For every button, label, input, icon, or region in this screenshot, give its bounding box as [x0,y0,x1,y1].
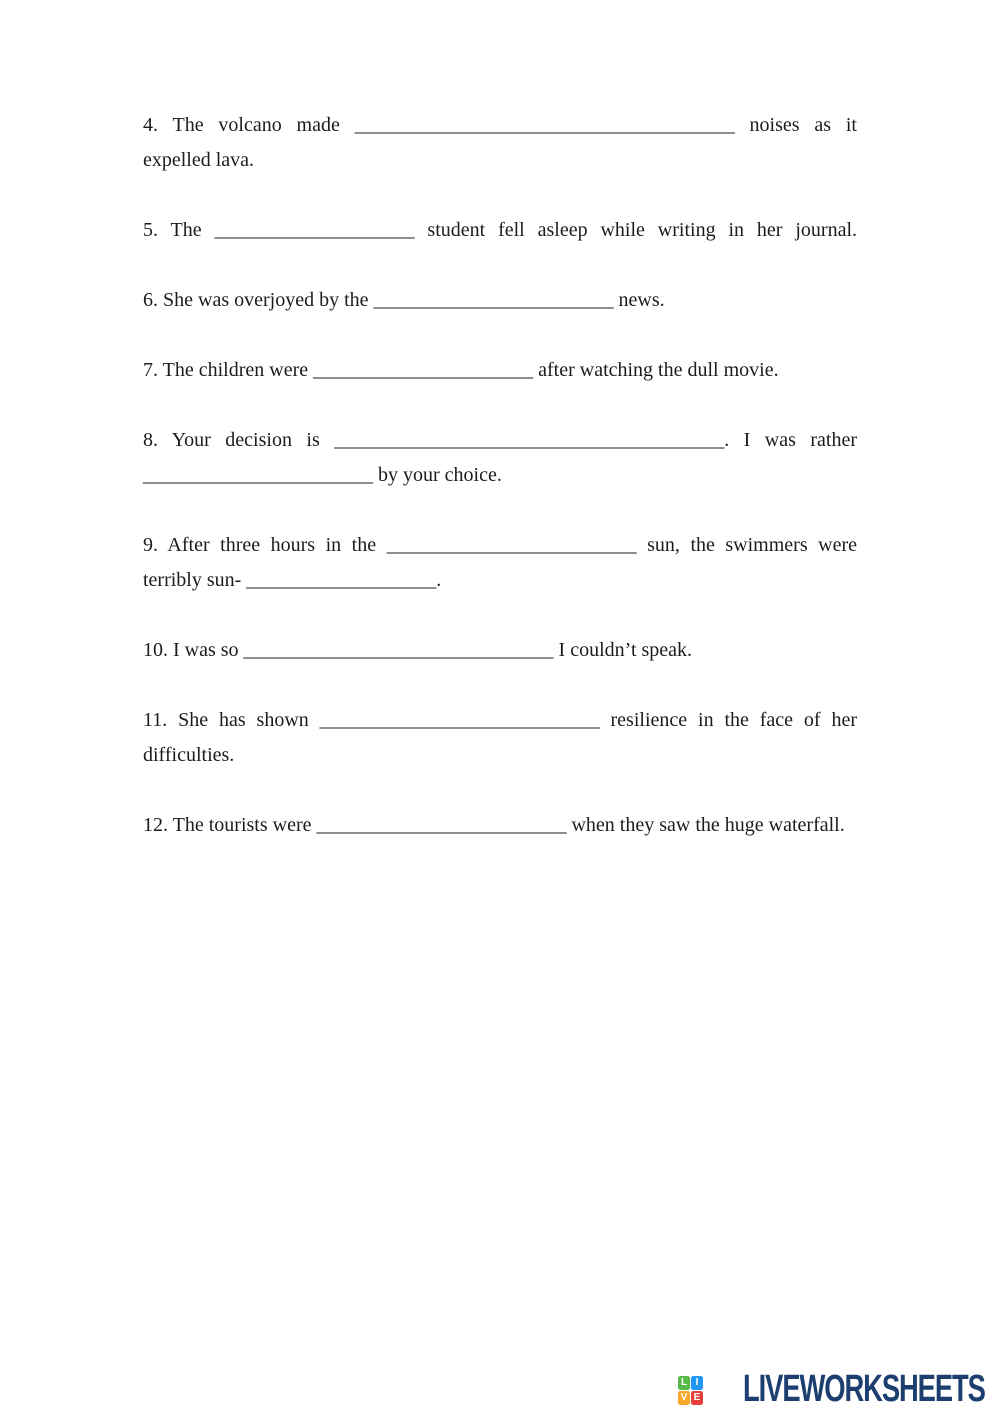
sentence-line: 4. The volcano made ______________________________________ noises as it [143,114,857,136]
sentence-line: expelled lava. [143,149,255,171]
sentence-line: 5. The ____________________ student fell asleep while writing in her journal. [143,219,857,241]
exercise-item-5 [143,213,857,248]
logo-tile-v: V [678,1391,690,1405]
sentence-line: 10. I was so _______________________________ I couldn’t speak. [143,639,693,661]
sentence-line: 8. Your decision is _______________________________________. I was rather [143,429,857,451]
exercise-item-7 [143,353,857,388]
sentence-line: 11. She has shown ____________________________ resilience in the face of her [143,709,857,731]
exercise-list [143,108,857,878]
exercise-item-4 [143,108,857,178]
exercise-item-12 [143,808,857,843]
sentence-line: 7. The children were ______________________ after watching the dull movie. [143,359,779,381]
exercise-item-6 [143,283,857,318]
sentence-line: 6. She was overjoyed by the ________________________ news. [143,289,665,311]
liveworksheets-wordmark[interactable]: LIVEWORKSHEETS [743,1368,985,1410]
logo-tile-i: I [691,1376,703,1390]
logo-tile-l: L [678,1376,690,1390]
liveworksheets-grid-icon[interactable] [678,1376,703,1405]
sentence-line: difficulties. [143,744,235,766]
sentence-line: _______________________ by your choice. [143,464,502,486]
logo-tile-e: E [691,1391,703,1405]
exercise-item-10 [143,633,857,668]
exercise-item-9 [143,528,857,598]
exercise-item-11 [143,703,857,773]
exercise-item-8 [143,423,857,493]
sentence-line: 9. After three hours in the _________________________ sun, the swimmers were [143,534,857,556]
sentence-line: 12. The tourists were _________________________ when they saw the huge waterfall. [143,814,845,836]
sentence-line: terribly sun- ___________________. [143,569,442,591]
